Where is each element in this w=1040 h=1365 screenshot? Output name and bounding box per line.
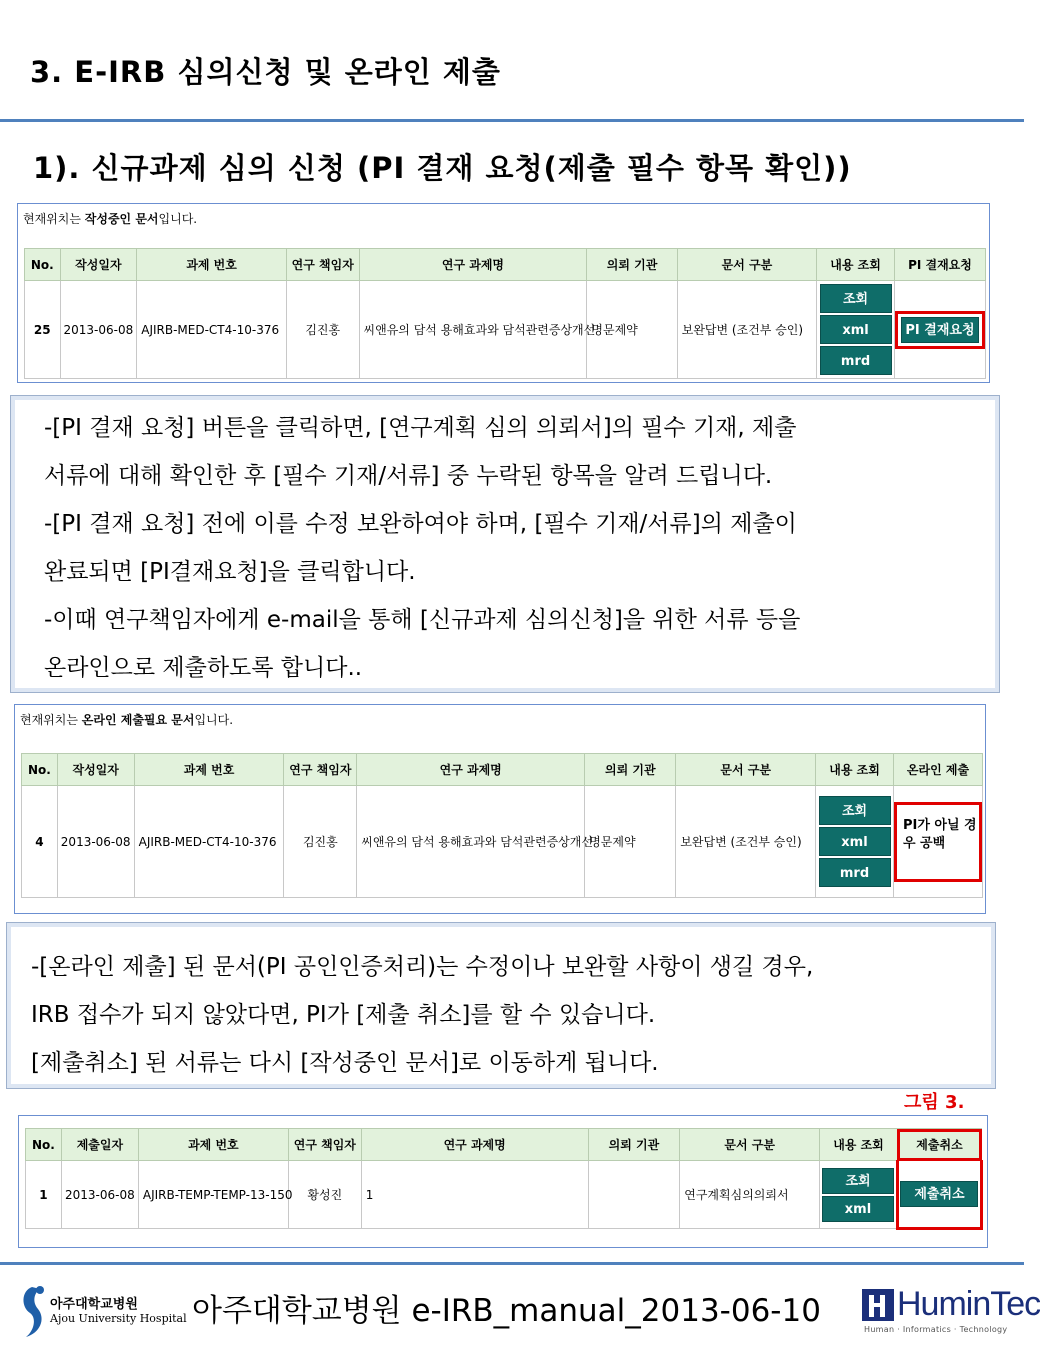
cell-task-no: AJIRB-MED-CT4-10-376 bbox=[134, 786, 284, 898]
header-pi: 연구 책임자 bbox=[284, 754, 357, 786]
explanation-line: [제출취소] 된 서류는 다시 [작성중인 문서]로 이동하게 됩니다. bbox=[31, 1050, 659, 1076]
submitted-documents-panel bbox=[18, 1115, 988, 1248]
cell-view-buttons bbox=[817, 281, 895, 379]
cell-title: 씨앤유의 담석 용해효과와 담석관련증상개선 bbox=[357, 786, 585, 898]
table-row[interactable] bbox=[26, 1161, 982, 1229]
header-online-submit: 온라인 제출 bbox=[893, 754, 982, 786]
xml-button[interactable]: xml bbox=[820, 315, 892, 344]
hospital-name-english: Ajou University Hospital bbox=[50, 1312, 187, 1325]
highlight-box bbox=[895, 311, 985, 349]
xml-button[interactable]: xml bbox=[822, 1196, 894, 1222]
header-date: 작성일자 bbox=[57, 754, 134, 786]
explanation-line: -[온라인 제출] 된 문서(PI 공인인증처리)는 수정이나 보완할 사항이 생길 경우, bbox=[31, 954, 814, 980]
cell-institution: 명문제약 bbox=[585, 786, 676, 898]
cell-cancel-submission bbox=[897, 1161, 981, 1229]
explanation-line: 완료되면 [PI결재요청]을 클릭합니다. bbox=[44, 559, 416, 585]
top-divider bbox=[0, 119, 1024, 122]
location-name: 온라인 제출필요 문서 bbox=[81, 713, 195, 727]
section-subheading: 1). 신규과제 심의 신청 (PI 결재 요청(제출 필수 항목 확인)) bbox=[33, 151, 852, 185]
current-location bbox=[23, 210, 197, 227]
cell-title: 1 bbox=[361, 1161, 588, 1229]
figure-label: 그림 3. bbox=[904, 1092, 965, 1113]
view-button[interactable]: 조회 bbox=[822, 1168, 894, 1194]
header-doc-type: 문서 구분 bbox=[676, 754, 816, 786]
cell-date: 2013-06-08 bbox=[57, 786, 134, 898]
location-prefix: 현재위치는 bbox=[20, 713, 82, 727]
header-doc-type: 문서 구분 bbox=[677, 249, 816, 281]
draft-documents-panel bbox=[17, 203, 990, 383]
cell-view-buttons bbox=[820, 1161, 898, 1229]
cell-date: 2013-06-08 bbox=[60, 281, 137, 379]
view-button[interactable]: 조회 bbox=[820, 284, 892, 313]
location-prefix: 현재위치는 bbox=[23, 212, 85, 226]
header-institution: 의뢰 기관 bbox=[588, 1129, 680, 1161]
explanation-line: -[PI 결재 요청] 전에 이를 수정 보완하여야 하며, [필수 기재/서류]의 제출이 bbox=[44, 511, 797, 537]
header-pi: 연구 책임자 bbox=[288, 1129, 361, 1161]
cell-task-no: AJIRB-MED-CT4-10-376 bbox=[137, 281, 287, 379]
cell-no: 4 bbox=[22, 786, 58, 898]
draft-documents-table bbox=[24, 248, 986, 379]
current-location bbox=[20, 711, 233, 728]
xml-button[interactable]: xml bbox=[819, 827, 891, 856]
cell-institution: 명문제약 bbox=[587, 281, 677, 379]
header-task-no: 과제 번호 bbox=[138, 1129, 288, 1161]
bottom-divider bbox=[0, 1262, 1024, 1265]
cell-title: 씨앤유의 담석 용해효과와 담석관련증상개선 bbox=[359, 281, 587, 379]
header-title: 연구 과제명 bbox=[359, 249, 587, 281]
header-view: 내용 조회 bbox=[820, 1129, 898, 1161]
table-header-row bbox=[26, 1129, 982, 1161]
table-row[interactable] bbox=[22, 786, 983, 898]
blank-if-not-pi-note: PI가 아닐 경우 공백 bbox=[894, 802, 982, 882]
cell-date: 2013-06-08 bbox=[61, 1161, 138, 1229]
explanation-line: 온라인으로 제출하도록 합니다.. bbox=[44, 655, 363, 681]
table-row[interactable] bbox=[25, 281, 986, 379]
company-name: HuminTec bbox=[897, 1285, 1040, 1323]
header-title: 연구 과제명 bbox=[361, 1129, 588, 1161]
online-submission-panel bbox=[14, 704, 986, 914]
explanation-line: 서류에 대해 확인한 후 [필수 기재/서류] 중 누락된 항목을 알려 드립니다. bbox=[44, 463, 773, 489]
page-heading: 3. E-IRB 심의신청 및 온라인 제출 bbox=[30, 55, 501, 89]
cell-no: 1 bbox=[26, 1161, 62, 1229]
explanation-line: -이때 연구책임자에게 e-mail을 통해 [신규과제 심의신청]을 위한 서류 등을 bbox=[44, 607, 801, 633]
mrd-button[interactable]: mrd bbox=[820, 346, 892, 375]
explanation-box-2 bbox=[6, 922, 996, 1089]
header-no: No. bbox=[26, 1129, 62, 1161]
header-institution: 의뢰 기관 bbox=[587, 249, 677, 281]
view-button[interactable]: 조회 bbox=[819, 796, 891, 825]
online-submission-table bbox=[21, 753, 983, 898]
location-suffix: 입니다. bbox=[194, 713, 234, 727]
cell-institution bbox=[588, 1161, 680, 1229]
explanation-box-1 bbox=[10, 395, 1000, 693]
location-name: 작성중인 문서 bbox=[84, 212, 159, 226]
cancel-submission-button[interactable]: 제출취소 bbox=[900, 1181, 978, 1207]
header-submit-date: 제출일자 bbox=[61, 1129, 138, 1161]
cell-pi-approval bbox=[894, 281, 985, 379]
cell-doc-type: 보완답변 (조건부 승인) bbox=[676, 786, 816, 898]
explanation-line: IRB 접수가 되지 않았다면, PI가 [제출 취소]를 할 수 있습니다. bbox=[31, 1002, 656, 1028]
mrd-button[interactable]: mrd bbox=[819, 858, 891, 887]
header-view: 내용 조회 bbox=[817, 249, 895, 281]
header-view: 내용 조회 bbox=[816, 754, 894, 786]
table-header-row bbox=[22, 754, 983, 786]
header-cancel-submission: 제출취소 bbox=[897, 1129, 981, 1161]
company-tagline: Human · Informatics · Technology bbox=[864, 1325, 1008, 1334]
cell-online-submit bbox=[893, 786, 982, 898]
header-pi: 연구 책임자 bbox=[286, 249, 359, 281]
cell-doc-type: 연구계획심의의뢰서 bbox=[680, 1161, 820, 1229]
cell-pi: 김진홍 bbox=[286, 281, 359, 379]
header-no: No. bbox=[25, 249, 61, 281]
cell-doc-type: 보완답변 (조건부 승인) bbox=[677, 281, 816, 379]
header-title: 연구 과제명 bbox=[357, 754, 585, 786]
cell-task-no: AJIRB-TEMP-TEMP-13-150 bbox=[138, 1161, 288, 1229]
header-date: 작성일자 bbox=[60, 249, 137, 281]
cell-pi: 황성진 bbox=[288, 1161, 361, 1229]
submitted-documents-table bbox=[25, 1128, 983, 1230]
hospital-name: 아주대학교병원 bbox=[50, 1297, 138, 1312]
header-doc-type: 문서 구분 bbox=[680, 1129, 820, 1161]
header-task-no: 과제 번호 bbox=[137, 249, 287, 281]
table-header-row bbox=[25, 249, 986, 281]
header-no: No. bbox=[22, 754, 58, 786]
location-suffix: 입니다. bbox=[158, 212, 198, 226]
pi-approval-request-button[interactable]: PI 결재요청 bbox=[901, 317, 979, 343]
explanation-line: -[PI 결재 요청] 버튼을 클릭하면, [연구계획 심의 의뢰서]의 필수 기재, 제출 bbox=[44, 415, 797, 441]
footer-manual-title: 아주대학교병원 e-IRB_manual_2013-06-10 bbox=[192, 1293, 821, 1329]
cell-pi: 김진홍 bbox=[284, 786, 357, 898]
cell-no: 25 bbox=[25, 281, 61, 379]
header-pi-approval: PI 결재요청 bbox=[894, 249, 985, 281]
header-institution: 의뢰 기관 bbox=[585, 754, 676, 786]
header-task-no: 과제 번호 bbox=[134, 754, 284, 786]
cell-view-buttons bbox=[816, 786, 894, 898]
